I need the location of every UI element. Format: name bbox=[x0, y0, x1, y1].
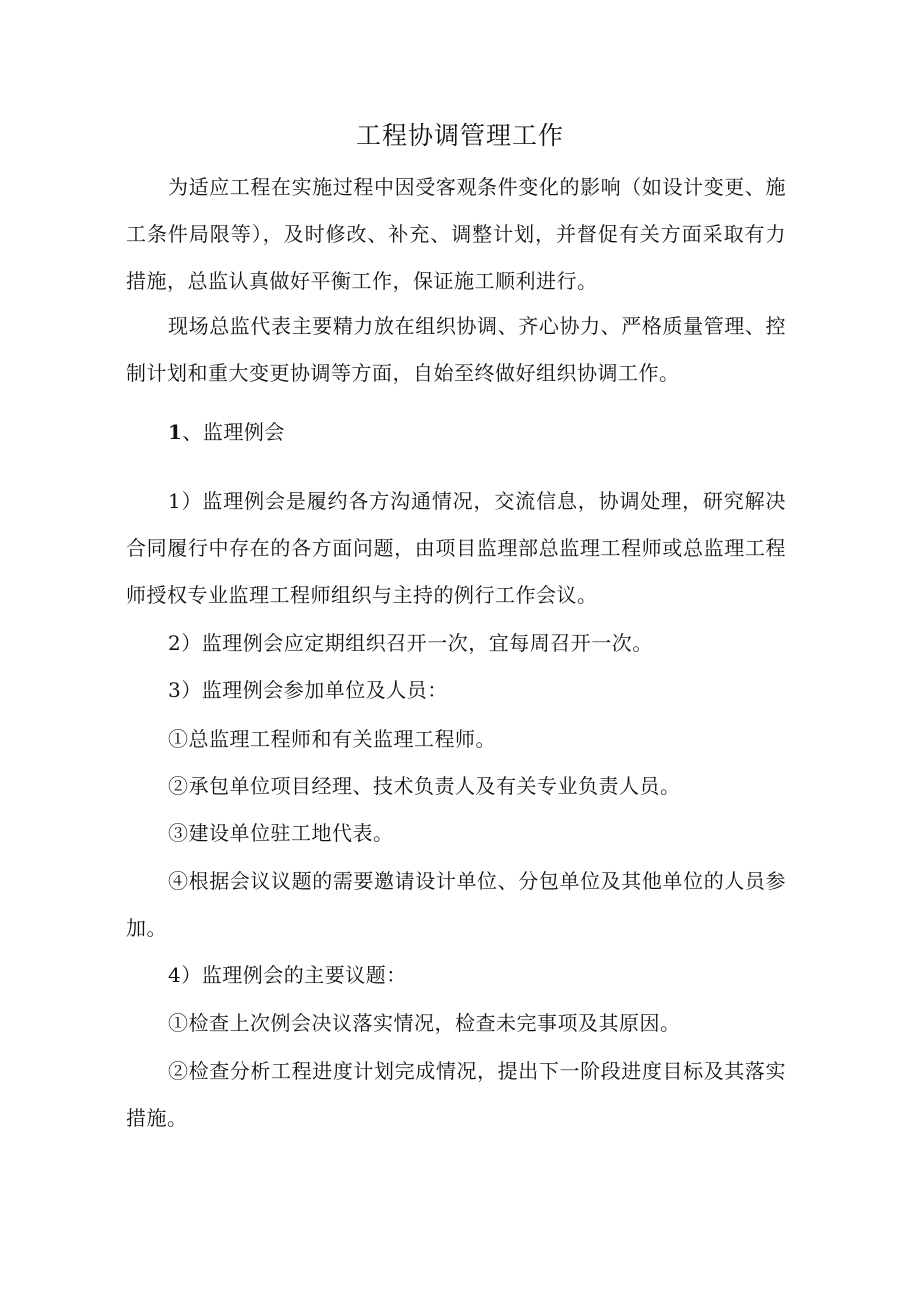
list-item: ①检查上次例会决议落实情况，检查未完事项及其原因。 bbox=[168, 1011, 681, 1035]
list-item: ②检查分析工程进度计划完成情况，提出下一阶段进度目标及其落实措施。 bbox=[126, 1059, 786, 1130]
list-item: ④根据会议议题的需要邀请设计单位、分包单位及其他单位的人员参加。 bbox=[126, 869, 786, 940]
list-item: ①总监理工程师和有关监理工程师。 bbox=[168, 727, 496, 751]
list-item: 3）监理例会参加单位及人员： bbox=[168, 678, 448, 702]
document-title: 工程协调管理工作 bbox=[355, 121, 564, 150]
section-title: 、监理例会 bbox=[182, 420, 285, 444]
section-heading bbox=[126, 409, 786, 456]
section-number: 1 bbox=[168, 420, 183, 444]
list-item: 4）监理例会的主要议题： bbox=[168, 963, 407, 987]
list-item: ②承包单位项目经理、技术负责人及有关专业负责人员。 bbox=[168, 774, 681, 798]
list-item: 2）监理例会应定期组织召开一次，宜每周召开一次。 bbox=[168, 631, 653, 655]
list-item: ③建设单位驻工地代表。 bbox=[168, 821, 394, 845]
intro-paragraph-1: 为适应工程在实施过程中因受客观条件变化的影响（如设计变更、施工条件局限等），及时修改、补充、调整计划，并督促有关方面采取有力措施，总监认真做好平衡工作，保证施工顺利进行。 bbox=[126, 175, 786, 293]
intro-paragraph-2: 现场总监代表主要精力放在组织协调、齐心协力、严格质量管理、控制计划和重大变更协调等方面，自始至终做好组织协调工作。 bbox=[126, 314, 786, 385]
list-item: 1）监理例会是履约各方沟通情况，交流信息，协调处理，研究解决合同履行中存在的各方面问题，由项目监理部总监理工程师或总监理工程师授权专业监理工程师组织与主持的例行工作会议。 bbox=[126, 489, 786, 607]
